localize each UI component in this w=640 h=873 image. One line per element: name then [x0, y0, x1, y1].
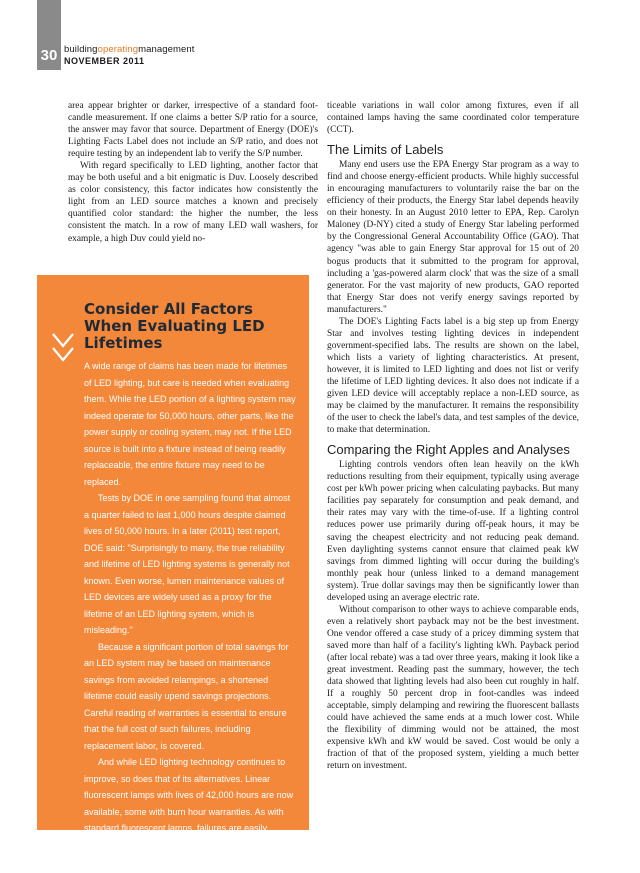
left-paragraph-2: With regard specifically to LED lighting, another factor that may be both useful and a bit enigmatic is Duv. Loosely described as color consistency, this factor indicates how consistently the light from an LED source matches a known and precisely quantified color standard: the higher the number, the less consistent the match. In a row of many LED wall washers, for example, a high Duv could yield no- [68, 161, 318, 244]
publication-title-part-3: management [138, 44, 195, 55]
publication-title-part-2: operating [97, 44, 139, 55]
sidebar-paragraph-2: Tests by DOE in one sampling found that almost a quarter failed to last 1,000 hours despite claimed lives of 50,000 hours. In a later (2011) test report, DOE said: "Surprisingly to many, the true reliability and lifetime of LED lighting systems is generally not known. Even worse, lumen maintenance values of LED devices are widely used as a proxy for the lifetime of an LED lighting system, which is misleading." [84, 493, 291, 635]
sidebar-paragraph-3: Because a significant portion of total savings for an LED system may be based on maintenance savings from avoided relampings, a shortened lifetime could easily upend savings projections. Careful reading of warranties is essential to ensure that the full cost of such failures, including replacement labor, is covered. [84, 641, 289, 751]
left-paragraph-1: area appear brighter or darker, irrespective of a standard foot-candle measurement. If one claims a better S/P ratio for a source, the answer may favor that source. Department of Energy (DOE)'s Lighting Facts Label does not include an S/P ratio, and does not require testing by an independent lab to verify the S/P number. [68, 101, 318, 160]
section-heading-comparing-apples: Comparing the Right Apples and Analyses [327, 442, 570, 458]
sidebar-box [37, 275, 309, 869]
sidebar-paragraph-1: A wide range of claims has been made for lifetimes of LED lighting, but care is needed when evaluating them. While the LED portion of a lighting system may indeed operate for 50,000 hours, other parts, like the power supply or cooling system, may not. If the LED source is built into a fixture instead of being readily replaceable, the entire fixture may need to be replaced. [84, 361, 296, 487]
left-column [68, 100, 318, 245]
issue-date: NOVEMBER 2011 [64, 56, 145, 66]
sidebar-paragraph-4: And while LED lighting technology continues to improve, so does that of its alternatives. Linear fluorescent lamps with lives of 42,000 hours are now available, some with burn hour warranties. As with standard fluorescent lamps, failures are easily replaced without the need to remove fixtures. [84, 757, 294, 850]
page-number: 30 [37, 0, 61, 70]
section2-paragraph-1: Lighting controls vendors often lean heavily on the kWh reductions resulting from their equipment, typically using average cost per kWh power pricing when calculating paybacks. But many facilities pay separately for consumption and peak demand, and their rates may vary with the time-of-use. If a lighting control reduces power use primarily during off-peak hours, it may be saving the cheapest electricity and not reducing peak demand. Even daylighting systems cannot ensure that claimed peak kW savings from dimmed lighting will occur during the building's monthly peak hour (unless linked to a demand management system). True dollar savings may then be significantly lower than developed using an average electric rate. [327, 460, 579, 603]
section-heading-limits-of-labels: The Limits of Labels [327, 142, 444, 158]
right-column [327, 100, 579, 772]
publication-title [64, 44, 195, 55]
section2-paragraph-2: Without comparison to other ways to achieve comparable ends, even a relatively short payback may not be the best investment. One vendor offered a case study of a pricey dimming system that saved more than half of a facility's lighting kWh. Payback period (after local rebate) was a tad over three years, making it look like a great investment. Reading past the summary, however, the tech data showed that lighting levels had also been cut roughly in half. If a roughly 50 percent drop in foot-candles was indeed acceptable, simply delamping and rewiring the fluorescent ballasts could have achieved the same ends at a much lower cost. While the flexibility of dimming would not be attained, the most expensive kWh and kW would be saved. Cost would be only a fraction of that of the proposed system, yielding a much better return on investment. [327, 604, 579, 772]
sidebar-content [84, 291, 296, 869]
double-chevron-down-icon [51, 330, 75, 366]
sidebar-author: — Lindsay Audin [228, 859, 296, 869]
publication-title-part-1: building [64, 44, 98, 55]
masthead [64, 44, 195, 66]
sidebar-body [84, 358, 296, 853]
section1-paragraph-2: The DOE's Lighting Facts label is a big step up from Energy Star and involves testing lighting devices in independent government-specified labs. The results are shown on the label, which lists a variety of lighting characteristics. At present, however, it is limited to LED lighting and does not list or verify the lifetime of LED lighting devices. It also does not indicate if a given LED device will acceptably replace a non-LED source, as may be claimed by the manufacturer. It remains the responsibility of the user to check the label's data, and test samples of the device, to make that determination. [327, 316, 579, 436]
sidebar-title: Consider All Factors When Evaluating LED Lifetimes [84, 300, 265, 352]
right-intro-paragraph: ticeable variations in wall color among fixtures, even if all contained lamps having the same coordinated color temperature (CCT). [327, 101, 579, 136]
section1-paragraph-1: Many end users use the EPA Energy Star program as a way to find and choose energy-efficient products. While highly successful in encouraging manufacturers to voluntarily raise the bar on the efficiency of their products, the Energy Star label depends heavily on their honesty. In an August 2010 letter to EPA, Rep. Carolyn Maloney (D-NY) cited a study of Energy Star labeling performed by the Congressional General Accountability Office (GAO). That agency "was able to gain Energy Star approval for 15 out of 20 bogus products that it submitted to the program for approval, including a 'gas-powered alarm clock' that was the size of a small generator. For the vast majority of new products, GAO reported that Energy Star does not verify energy savings reported by manufacturers." [327, 160, 579, 315]
